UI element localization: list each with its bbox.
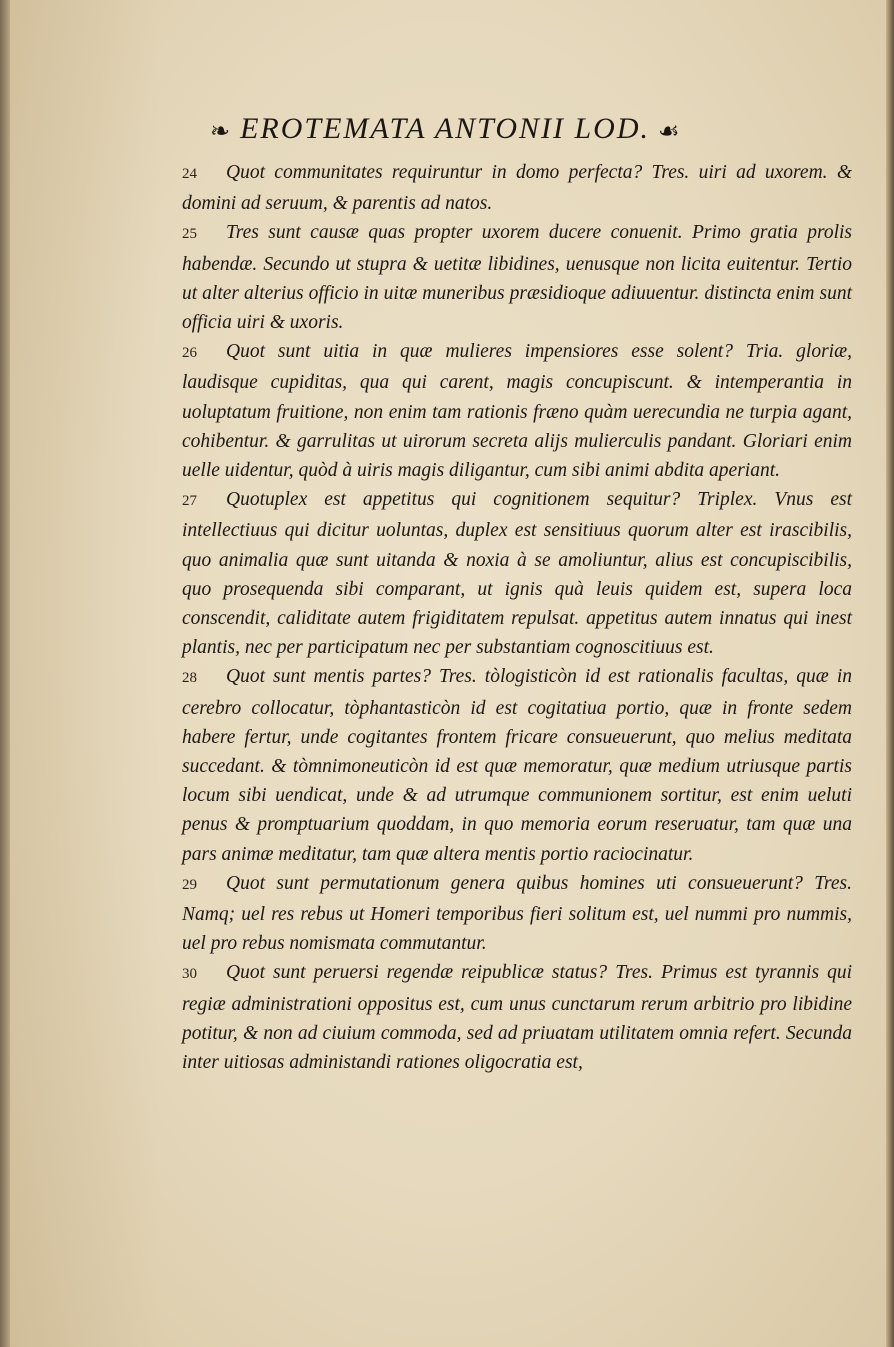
paragraph-text: Tres sunt causæ quas propter uxorem ducere conuenit. Primo gratia prolis habendæ. Secundo ut stupra & uetitæ libidines, uenusque non licita euitentur. Tertio ut alter alterius officio in uitæ muneribus præsidioque adiuuentur. distincta enim sunt officia uiri & uxoris. [182, 222, 852, 334]
running-head [210, 112, 830, 152]
paragraph-text: Quot sunt permutationum genera quibus homines uti consueuerunt? Tres. Namq; uel res rebus ut Homeri temporibus fieri solitum est, uel nummi pro nummis, uel pro rebus nomismata commutantur. [182, 872, 852, 955]
paragraph-26 [182, 337, 852, 485]
paragraph-number: 29 [182, 876, 197, 893]
paragraph-number: 26 [182, 345, 197, 362]
paragraph-number: 28 [182, 670, 197, 687]
paragraph-text: Quot sunt mentis partes? Tres. tòlogisticòn id est rationalis facultas, quæ in cerebro collocatur, tòphantasticòn id est cogitatiua portio, quæ in fronte sedem habere fertur, unde cogitantes frontem fricare consueuerunt, quo melius meditata succedant. & tòmnimoneuticòn id est quæ memoratur, quæ medium utriusque partis locum sibi uendicat, unde & ad utrumque communionem sortitur, est enim ueluti penus & promptuarium quoddam, in quo memoria eorum reseruatur, tam quæ una pars animæ meditatur, tam quæ altera mentis portio raciocinatur. [182, 666, 852, 865]
paragraph-24 [182, 158, 852, 218]
paragraph-27 [182, 485, 852, 662]
paragraph-number: 24 [182, 166, 197, 182]
page-edge-left [0, 0, 10, 1347]
page-edge-right [886, 0, 894, 1347]
paragraph-number: 30 [182, 966, 197, 983]
paragraph-text: Quot sunt peruersi regendæ reipublicæ status? Tres. Primus est tyrannis qui regiæ administrationi oppositus est, cum unus cunctarum rerum arbitrio pro libidine potitur, & non ad ciuium commoda, sed ad priuatam utilitatem omnia refert. Secunda inter uitiosas administandi rationes oligocratia est, [182, 962, 852, 1074]
paragraph-30 [182, 958, 852, 1077]
running-head-text: EROTEMATA ANTONII LOD. [240, 112, 650, 145]
paragraph-text: Quot sunt uitia in quæ mulieres impensiores esse solent? Tria. gloriæ, laudisque cupiditas, qua qui carent, magis concupiscunt. & intemperantia in uoluptatum fruitione, non enim tam rationis fræno quàm uerecundia ne turpia agant, cohibentur. & garrulitas ut uirorum secreta alijs mulierculis pandant. Gloriari enim uelle uidentur, quòd à uiris magis diligantur, cum sibi animi abdita aperiant. [182, 341, 852, 482]
paragraph-number: 27 [182, 493, 197, 510]
body-text [182, 158, 852, 1077]
fleuron-right-icon: ☙ [657, 118, 682, 145]
paragraph-28 [182, 662, 852, 868]
paragraph-text: Quotuplex est appetitus qui cognitionem sequitur? Triplex. Vnus est intellectiuus qui dicitur uoluntas, duplex est sensitiuus quorum alter est irascibilis, quo animalia quæ sunt uitanda & noxia à se amoliuntur, alius est concupiscibilis, quo prosequenda sibi comparant, ut ignis quà leuis quidem est, supera loca conscendit, caliditate autem frigiditatem repulsat. appetitus autem innatus qui inest plantis, nec per participatum nec per substantiam cognoscitiuus est. [182, 489, 852, 659]
paragraph-29 [182, 869, 852, 959]
page-stain [0, 0, 160, 1347]
paragraph-number: 25 [182, 226, 197, 243]
fleuron-left-icon: ❧ [210, 118, 233, 145]
paragraph-25 [182, 218, 852, 337]
paragraph-text: Quot communitates requiruntur in domo perfecta? Tres. uiri ad uxorem. & domini ad seruum, & parentis ad natos. [182, 162, 852, 215]
